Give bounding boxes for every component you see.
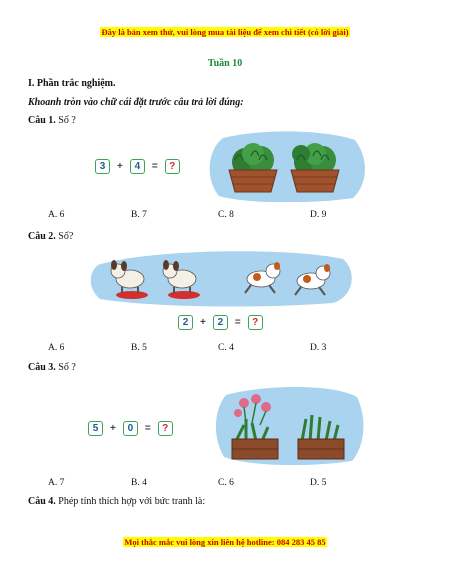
answer-box[interactable]: ? bbox=[158, 421, 173, 436]
section-title: I. Phần trắc nghiệm. bbox=[28, 78, 116, 89]
answer-box[interactable]: ? bbox=[248, 315, 263, 330]
question-3-text: Số ? bbox=[58, 362, 76, 373]
question-1-label: Câu 1. bbox=[28, 115, 56, 126]
question-4-text: Phép tính thích hợp với bức tranh là: bbox=[58, 496, 206, 507]
answer-box[interactable]: ? bbox=[165, 159, 180, 174]
number-box: 0 bbox=[123, 421, 138, 436]
question-4-label: Câu 4. bbox=[28, 496, 56, 507]
question-2 bbox=[28, 231, 73, 242]
plus-sign: + bbox=[200, 317, 206, 328]
option-b[interactable]: B. 4 bbox=[131, 478, 147, 488]
question-2-text: Số? bbox=[58, 231, 74, 242]
header-banner-text: Đây là bản xem thử, vui lòng mua tài liệu để xem chi tiết (có lời giải) bbox=[101, 27, 349, 37]
equals-sign: = bbox=[234, 317, 241, 328]
option-c[interactable]: C. 8 bbox=[218, 210, 234, 220]
number-box: 3 bbox=[95, 159, 110, 174]
equals-sign: = bbox=[151, 161, 158, 172]
question-2-equation bbox=[178, 315, 263, 330]
watermelon-baskets-illustration bbox=[205, 130, 365, 202]
question-3 bbox=[28, 362, 76, 373]
option-c[interactable]: C. 6 bbox=[218, 478, 234, 488]
option-b[interactable]: B. 7 bbox=[131, 210, 147, 220]
option-b[interactable]: B. 5 bbox=[131, 343, 147, 353]
option-a[interactable]: A. 7 bbox=[48, 478, 65, 488]
option-c[interactable]: C. 4 bbox=[218, 343, 234, 353]
plus-sign: + bbox=[117, 161, 123, 172]
number-box: 5 bbox=[88, 421, 103, 436]
plus-sign: + bbox=[110, 423, 116, 434]
question-3-label: Câu 3. bbox=[28, 362, 56, 373]
question-1 bbox=[28, 115, 76, 126]
option-d[interactable]: D. 5 bbox=[310, 478, 327, 488]
number-box: 4 bbox=[130, 159, 145, 174]
week-title: Tuần 10 bbox=[207, 58, 243, 69]
footer-banner bbox=[0, 537, 450, 547]
option-d[interactable]: D. 3 bbox=[310, 343, 327, 353]
number-box: 2 bbox=[213, 315, 228, 330]
number-box: 2 bbox=[178, 315, 193, 330]
dogs-illustration bbox=[88, 247, 356, 307]
option-d[interactable]: D. 9 bbox=[310, 210, 327, 220]
option-a[interactable]: A. 6 bbox=[48, 343, 65, 353]
question-2-label: Câu 2. bbox=[28, 231, 56, 242]
question-3-equation bbox=[88, 421, 173, 436]
question-4 bbox=[28, 496, 205, 507]
footer-banner-text: Mọi thắc mắc vui lòng xin liên hệ hotline: 084 283 45 85 bbox=[124, 537, 326, 547]
question-1-equation bbox=[95, 159, 180, 174]
instruction: Khoanh tròn vào chữ cái đặt trước câu trả lời đúng: bbox=[28, 97, 244, 108]
header-banner bbox=[0, 27, 450, 37]
question-1-text: Số ? bbox=[58, 115, 76, 126]
option-a[interactable]: A. 6 bbox=[48, 210, 65, 220]
equals-sign: = bbox=[144, 423, 151, 434]
watermelon-basket bbox=[291, 143, 339, 192]
flower-pots-illustration bbox=[212, 385, 364, 467]
